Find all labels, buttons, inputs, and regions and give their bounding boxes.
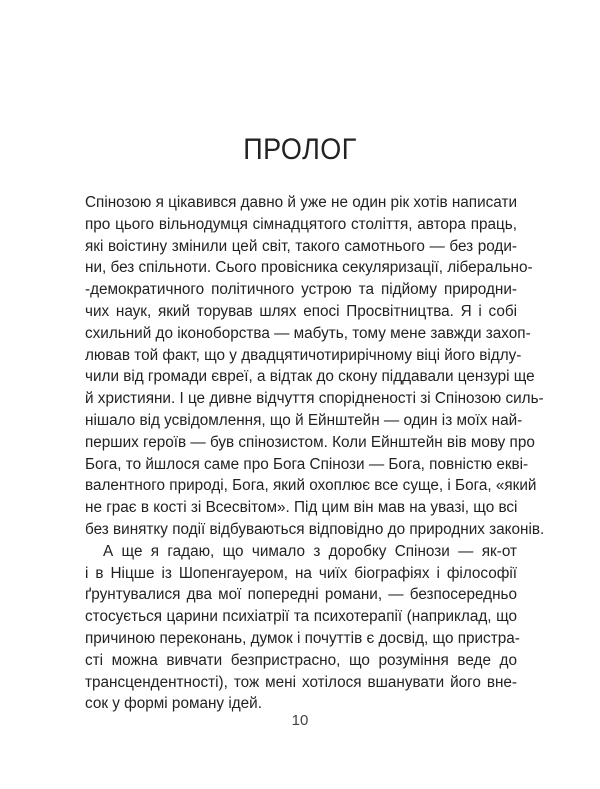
chapter-title: ПРОЛОГ [243, 133, 357, 166]
text-line: сті можна вивчати безпристрасно, що розуміння веде до [85, 651, 517, 669]
text-line: чили від громади євреї, а відтак до скону піддавали цензурі ще [85, 368, 535, 386]
text-line: нішало від усвідомлення, що й Ейнштейн — один із моїх най- [85, 411, 523, 429]
page-number: 10 [291, 712, 309, 729]
text-line: які воістину змінили цей світ, такого самотнього — без роди- [85, 237, 517, 255]
text-line: Бога, то йшлося саме про Бога Спінози — Бога, повністю екві- [85, 455, 529, 473]
text-line: -демократичного політичного устрою та підйому природни- [85, 281, 517, 299]
text-line: і в Ніцше із Шопенгауером, на чиїх біографіях і філософії [85, 564, 517, 582]
text-line: не грає в кості зі Всесвітом». Під цим він мав на увазі, що всі [85, 499, 518, 517]
text-line: чих наук, який торував шлях епосі Просвітництва. Я і собі [85, 302, 517, 320]
text-line: про цього вільнодумця сімнадцятого століття, автора праць, [85, 215, 517, 233]
text-line: валентного природі, Бога, який охоплює все суще, і Бога, «який [85, 477, 537, 495]
text-line: А ще я гадаю, що чимало з доробку Спінози — як-от [103, 542, 517, 560]
paragraph-1 [85, 192, 545, 541]
text-line: трансцендентності), тож мені хотілося вшанувати його вне- [85, 673, 517, 691]
text-line: Спінозою я цікавився давно й уже не один рік хотів написати [85, 194, 517, 211]
text-line: стосується царини психіатрії та психотерапії (наприклад, що [85, 608, 517, 626]
text-line: ни, без спільноти. Сього провісника секуляризації, ліберально- [85, 259, 533, 277]
text-line: лював той факт, що у двадцятичотирирічному віці його відлу- [85, 346, 522, 364]
paragraph-2 [85, 541, 520, 715]
body-text [85, 192, 545, 715]
text-line: перших героїв — був спінозистом. Коли Ейнштейн вів мову про [85, 433, 535, 451]
text-line: без винятку події відбуваються відповідно до природних законів. [85, 520, 545, 538]
text-line: ґрунтувалися два мої попередні романи, — безпосередньо [85, 586, 517, 604]
text-line: сок у формі роману ідей. [85, 695, 262, 713]
text-line: й християни. І це дивне відчуття спорідненості зі Спінозою силь- [85, 390, 544, 408]
text-line: схильний до іконоборства — мабуть, тому мене завжди захоп- [85, 324, 531, 342]
text-line: причиною переконань, думок і почуттів є досвід, що пристра- [85, 629, 520, 647]
